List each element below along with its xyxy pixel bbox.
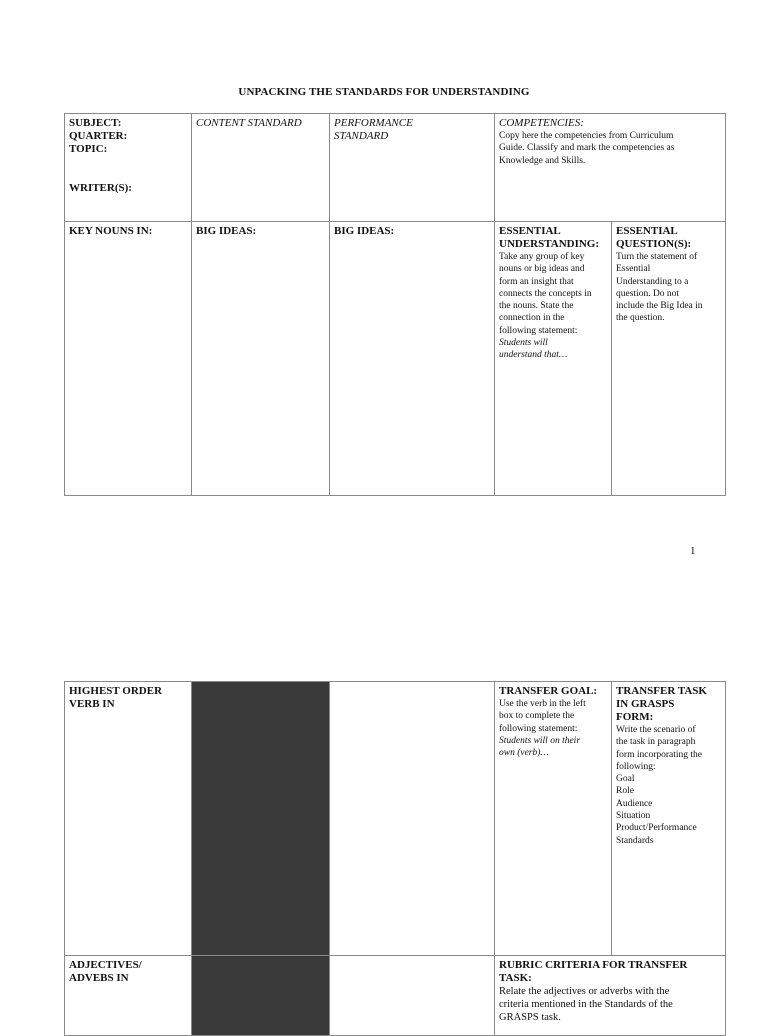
- big-ideas-label-2: BIG IDEAS:: [334, 225, 395, 237]
- blank-cell[interactable]: [330, 682, 495, 956]
- tg-text-line: box to complete the: [499, 711, 575, 722]
- transfer-row: [65, 682, 726, 956]
- eu-text-line: connects the concepts in: [499, 288, 592, 299]
- grasps-list-item: Audience: [616, 798, 653, 809]
- transfer-task-title-line3: FORM:: [616, 711, 654, 723]
- tt-text-line: following:: [616, 761, 656, 772]
- transfer-task-title-line1: TRANSFER TASK: [616, 685, 707, 697]
- eq-text-line: question. Do not: [616, 288, 680, 299]
- big-ideas-label-1: BIG IDEAS:: [196, 225, 257, 237]
- essential-question-cell[interactable]: [612, 222, 726, 496]
- competencies-text-line: Copy here the competencies from Curriculum: [499, 131, 674, 141]
- transfer-task-cell[interactable]: [612, 682, 726, 956]
- redacted-column-cell: [192, 682, 330, 956]
- essential-question-title-line1: ESSENTIAL: [616, 225, 678, 237]
- big-ideas-cell-2[interactable]: [330, 222, 495, 496]
- essential-understanding-cell[interactable]: [495, 222, 612, 496]
- key-nouns-cell[interactable]: [65, 222, 192, 496]
- tg-italic-line: Students will on their: [499, 735, 581, 746]
- key-nouns-row: [65, 222, 726, 496]
- essential-understanding-title-line1: ESSENTIAL: [499, 225, 561, 237]
- unpacking-table-2: [64, 681, 726, 1036]
- competencies-text-line: Guide. Classify and mark the competencies as: [499, 143, 675, 154]
- tg-text-line: Use the verb in the left: [499, 699, 586, 709]
- eq-text-line: Understanding to a: [616, 276, 689, 287]
- eq-text-line: Turn the statement of: [616, 252, 698, 262]
- eq-text-line: include the Big Idea in: [616, 301, 703, 312]
- content-standard-cell[interactable]: [192, 114, 330, 222]
- competencies-text-line: Knowledge and Skills.: [499, 155, 586, 166]
- performance-standard-label-line2: STANDARD: [334, 130, 389, 142]
- grasps-list-item: Situation: [616, 811, 651, 822]
- grasps-list-item: Standards: [616, 835, 654, 846]
- quarter-label: QUARTER:: [69, 130, 128, 142]
- header-row: [65, 114, 726, 222]
- eu-text-line: nouns or big ideas and: [499, 264, 585, 275]
- eq-text-line: the question.: [616, 313, 665, 324]
- subject-cell[interactable]: [65, 114, 192, 222]
- key-nouns-label: KEY NOUNS IN:: [69, 225, 153, 237]
- page-number: 1: [690, 545, 696, 557]
- tg-text-line: following statement:: [499, 723, 578, 734]
- eu-italic-line: understand that…: [499, 350, 568, 361]
- eu-text-line: the nouns. State the: [499, 301, 574, 312]
- essential-question-title-line2: QUESTION(S):: [616, 238, 692, 250]
- rubric-criteria-title-line1: RUBRIC CRITERIA FOR TRANSFER: [499, 959, 688, 971]
- document-title: UNPACKING THE STANDARDS FOR UNDERSTANDING: [238, 86, 530, 98]
- tg-italic-line: own (verb)…: [499, 748, 549, 759]
- highest-order-verb-cell[interactable]: [65, 682, 192, 956]
- content-standard-label: CONTENT STANDARD: [196, 117, 302, 129]
- writers-label: WRITER(S):: [69, 182, 132, 194]
- grasps-list-item: Goal: [616, 774, 635, 785]
- rubric-text-line: criteria mentioned in the Standards of the: [499, 999, 673, 1010]
- rubric-text-line: GRASPS task.: [499, 1012, 561, 1023]
- eu-text-line: Take any group of key: [499, 252, 585, 262]
- eu-italic-line: Students will: [499, 338, 548, 349]
- tt-text-line: Write the scenario of: [616, 725, 696, 735]
- transfer-goal-cell[interactable]: [495, 682, 612, 956]
- competencies-title: COMPETENCIES:: [499, 117, 584, 129]
- topic-label: TOPIC:: [69, 143, 108, 155]
- unpacking-table-1: [64, 113, 726, 496]
- tt-text-line: the task in paragraph: [616, 737, 696, 748]
- eu-text-line: form an insight that: [499, 276, 574, 287]
- subject-label: SUBJECT:: [69, 117, 122, 129]
- eq-text-line: Essential: [616, 264, 651, 275]
- performance-standard-label-line1: PERFORMANCE: [334, 117, 413, 129]
- rubric-criteria-title-line2: TASK:: [499, 972, 532, 984]
- grasps-list-item: Role: [616, 786, 634, 797]
- highest-order-verb-label-line2: VERB IN: [69, 698, 115, 710]
- adjectives-label-line1: ADJECTIVES/: [69, 959, 142, 971]
- grasps-list-item: Product/Performance: [616, 823, 697, 834]
- essential-understanding-title-line2: UNDERSTANDING:: [499, 238, 600, 250]
- eu-text-line: connection in the: [499, 313, 565, 324]
- rubric-text-line: Relate the adjectives or adverbs with the: [499, 986, 670, 997]
- tt-text-line: form incorporating the: [616, 749, 703, 760]
- performance-standard-cell[interactable]: [330, 114, 495, 222]
- adjectives-label-line2: ADVEBS IN: [69, 972, 129, 984]
- highest-order-verb-label-line1: HIGHEST ORDER: [69, 685, 163, 697]
- competencies-cell[interactable]: [495, 114, 726, 222]
- big-ideas-cell-1[interactable]: [192, 222, 330, 496]
- transfer-task-title-line2: IN GRASPS: [616, 698, 675, 710]
- eu-text-line: following statement:: [499, 325, 578, 336]
- transfer-goal-title: TRANSFER GOAL:: [499, 685, 598, 697]
